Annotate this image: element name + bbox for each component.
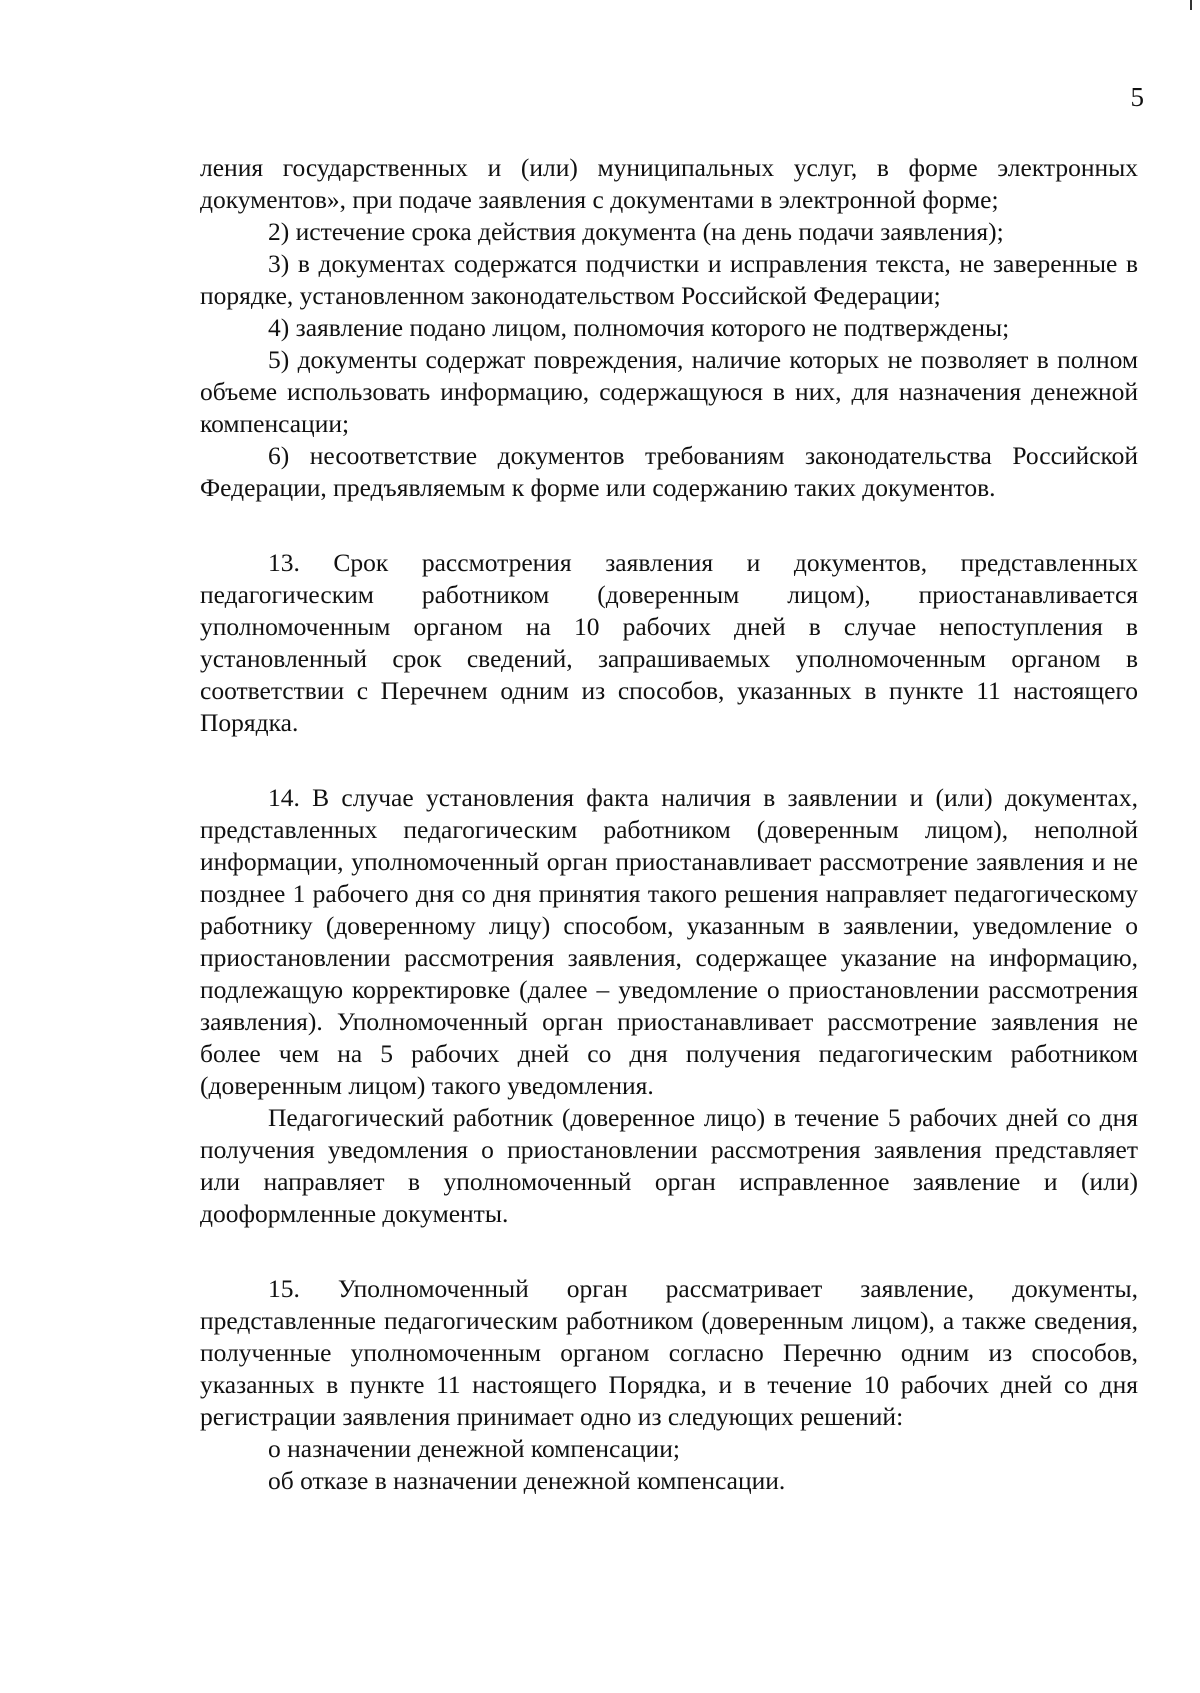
list-item-6: 6) несоответствие документов требованиям законодательства Российской Федерации, предъявляемым к форме или содержанию таких документов. (200, 441, 1138, 502)
clause-15: 15. Уполномоченный орган рассматривает заявление, документы, представленные педагогическим работником (доверенным лицом), а также сведения, полученные уполномоченным органом согласно Перечню одним из способов, указанных в пункте 11 настоящего Порядка, и в течение 10 рабочих дней со дня регистрации заявления принимает одно из следующих решений: (200, 1274, 1138, 1431)
paragraph-continuation: ления государственных и (или) муниципальных услуг, в форме электронных документов», при подаче заявления с документами в электронной форме; (200, 153, 1138, 214)
list-item-2: 2) истечение срока действия документа (на день подачи заявления); (268, 217, 1004, 246)
document-body (200, 152, 1138, 1497)
clause-14: 14. В случае установления факта наличия в заявлении и (или) документах, представленных педагогическим работником (доверенным лицом), неполной информации, уполномоченный орган приостанавливает рассмотрение заявления и не позднее 1 рабочего дня со дня принятия такого решения направляет педагогическому работнику (доверенному лицу) способом, указанным в заявлении, уведомление о приостановлении рассмотрения заявления, содержащее указание на информацию, подлежащую корректировке (далее – уведомление о приостановлении рассмотрения заявления). Уполномоченный орган приостанавливает рассмотрение заявления не более чем на 5 рабочих дней со дня получения педагогическим работником (доверенным лицом) такого уведомления. (200, 783, 1138, 1100)
list-item-5: 5) документы содержат повреждения, наличие которых не позволяет в полном объеме использовать информацию, содержащуюся в них, для назначения денежной компенсации; (200, 345, 1138, 438)
page-number: 5 (1130, 82, 1144, 112)
clause-13: 13. Срок рассмотрения заявления и документов, представленных педагогическим работником (доверенным лицом), приостанавливается уполномоченным органом на 10 рабочих дней в случае непоступления в установленный срок сведений, запрашиваемых уполномоченным органом в соответствии с Перечнем одним из способов, указанных в пункте 11 настоящего Порядка. (200, 548, 1138, 737)
list-item-3: 3) в документах содержатся подчистки и исправления текста, не заверенные в порядке, установленном законодательством Российской Федерации; (200, 249, 1138, 310)
scan-edge-mark (1190, 0, 1192, 10)
list-item-4: 4) заявление подано лицом, полномочия которого не подтверждены; (268, 313, 1010, 342)
decision-option-2: об отказе в назначении денежной компенсации. (268, 1466, 786, 1495)
decision-option-1: о назначении денежной компенсации; (268, 1434, 680, 1463)
clause-14-paragraph-2: Педагогический работник (доверенное лицо) в течение 5 рабочих дней со дня получения уведомления о приостановлении рассмотрения заявления представляет или направляет в уполномоченный орган исправленное заявление и (или) дооформленные документы. (200, 1103, 1138, 1228)
